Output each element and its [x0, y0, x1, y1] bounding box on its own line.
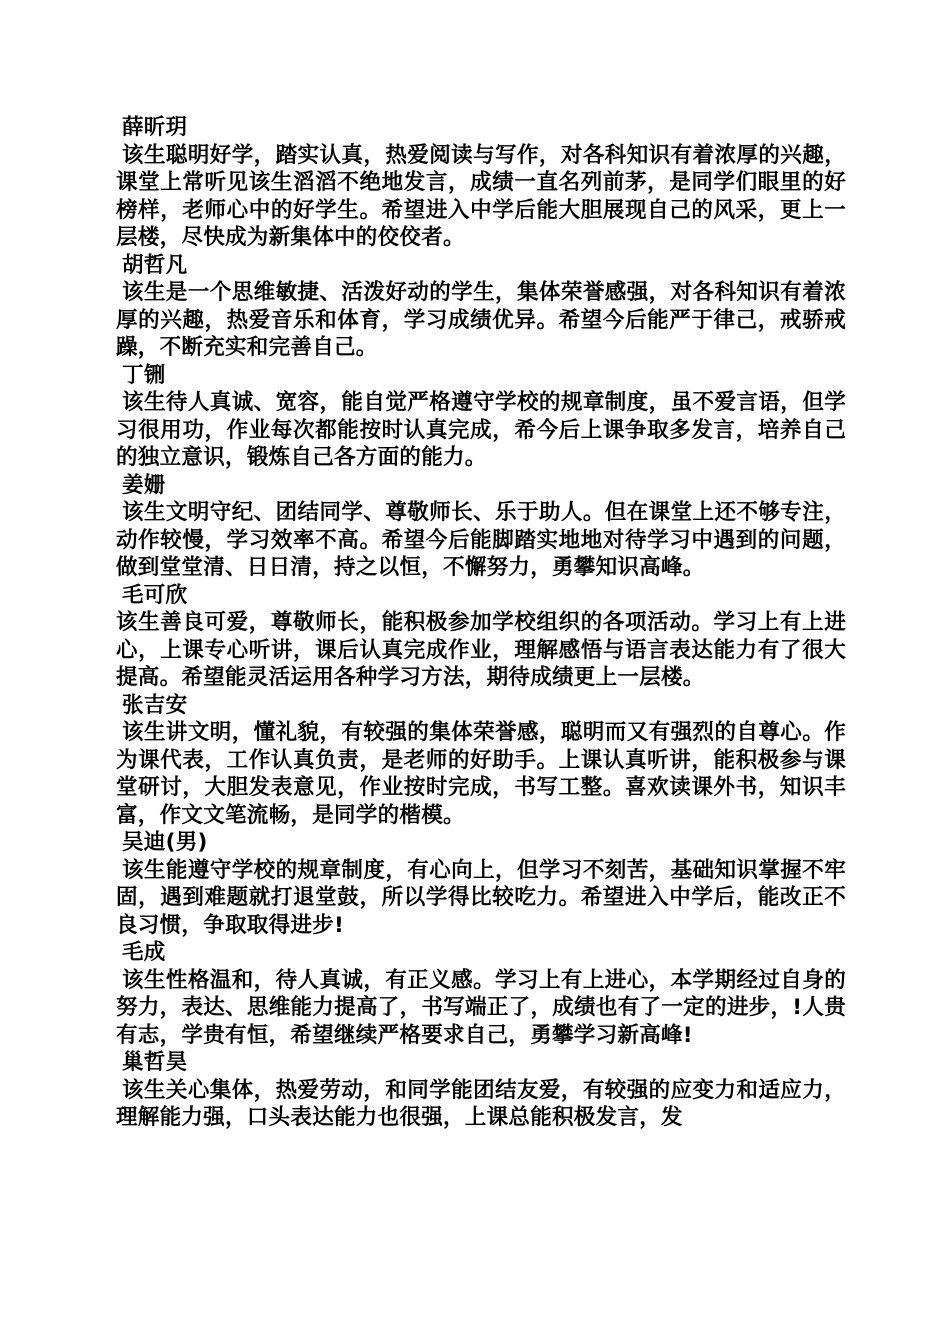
student-entry	[116, 582, 846, 692]
student-comment: 该生聪明好学，踏实认真，热爱阅读与写作，对各科知识有着浓厚的兴趣，课堂上常听见该生滔滔不绝地发言，成绩一直名列前茅，是同学们眼里的好榜样，老师心中的好学生。希望进入中学后能大胆展现自己的风采，更上一层楼，尽快成为新集体中的佼佼者。	[116, 142, 846, 250]
student-comment: 该生能遵守学校的规章制度，有心向上，但学习不刻苦，基础知识掌握不牢固，遇到难题就打退堂鼓，所以学得比较吃力。希望进入中学后，能改正不良习惯，争取取得进步!	[116, 857, 846, 938]
student-entry	[116, 1049, 846, 1132]
student-entry	[116, 252, 846, 362]
student-entry	[116, 362, 846, 472]
student-name: 胡哲凡	[122, 252, 188, 278]
student-name: 毛可欣	[122, 582, 188, 608]
student-name: 薛昕玥	[122, 115, 188, 140]
student-name: 丁铏	[122, 362, 166, 388]
document-page	[116, 114, 846, 1132]
student-name: 巢哲昊	[122, 1050, 188, 1075]
student-name: 吴迪(男)	[122, 830, 208, 855]
student-name: 毛成	[122, 940, 166, 965]
student-name: 姜姗	[122, 472, 166, 498]
student-entry	[116, 829, 846, 939]
student-entry	[116, 692, 846, 830]
student-comment: 该生关心集体，热爱劳动，和同学能团结友爱，有较强的应变力和适应力，理解能力强，口头表达能力也很强，上课总能积极发言，发	[116, 1077, 846, 1130]
student-comment: 该生性格温和，待人真诚，有正义感。学习上有上进心，本学期经过自身的努力，表达、思维能力提高了，书写端正了，成绩也有了一定的进步，!人贵有志，学贵有恒，希望继续严格要求自己，勇攀学习新高峰!	[116, 967, 846, 1048]
student-comment: 该生是一个思维敏捷、活泼好动的学生，集体荣誉感强，对各科知识有着浓厚的兴趣，热爱音乐和体育，学习成绩优异。希望今后能严于律己，戒骄戒躁，不断充实和完善自己。	[116, 280, 846, 360]
student-entry	[116, 472, 846, 582]
student-comment: 该生讲文明，懂礼貌，有较强的集体荣誉感，聪明而又有强烈的自尊心。作为课代表，工作认真负责，是老师的好助手。上课认真听讲，能积极参与课堂研讨，大胆发表意见，作业按时完成，书写工整。喜欢读课外书，知识丰富，作文文笔流畅，是同学的楷模。	[116, 720, 846, 828]
student-comment: 该生待人真诚、宽容，能自觉严格遵守学校的规章制度，虽不爱言语，但学习很用功，作业每次都能按时认真完成，希今后上课争取多发言，培养自己的独立意识，锻炼自己各方面的能力。	[116, 390, 846, 470]
student-entry	[116, 114, 846, 252]
student-name: 张吉安	[122, 692, 188, 718]
student-comment: 该生善良可爱，尊敬师长，能积极参加学校组织的各项活动。学习上有上进心，上课专心听讲，课后认真完成作业，理解感悟与语言表达能力有了很大提高。希望能灵活运用各种学习方法，期待成绩更上一层楼。	[116, 610, 846, 690]
student-entry	[116, 939, 846, 1049]
student-comment: 该生文明守纪、团结同学、尊敬师长、乐于助人。但在课堂上还不够专注，动作较慢，学习效率不高。希望今后能脚踏实地地对待学习中遇到的问题，做到堂堂清、日日清，持之以恒，不懈努力，勇攀知识高峰。	[116, 500, 846, 580]
